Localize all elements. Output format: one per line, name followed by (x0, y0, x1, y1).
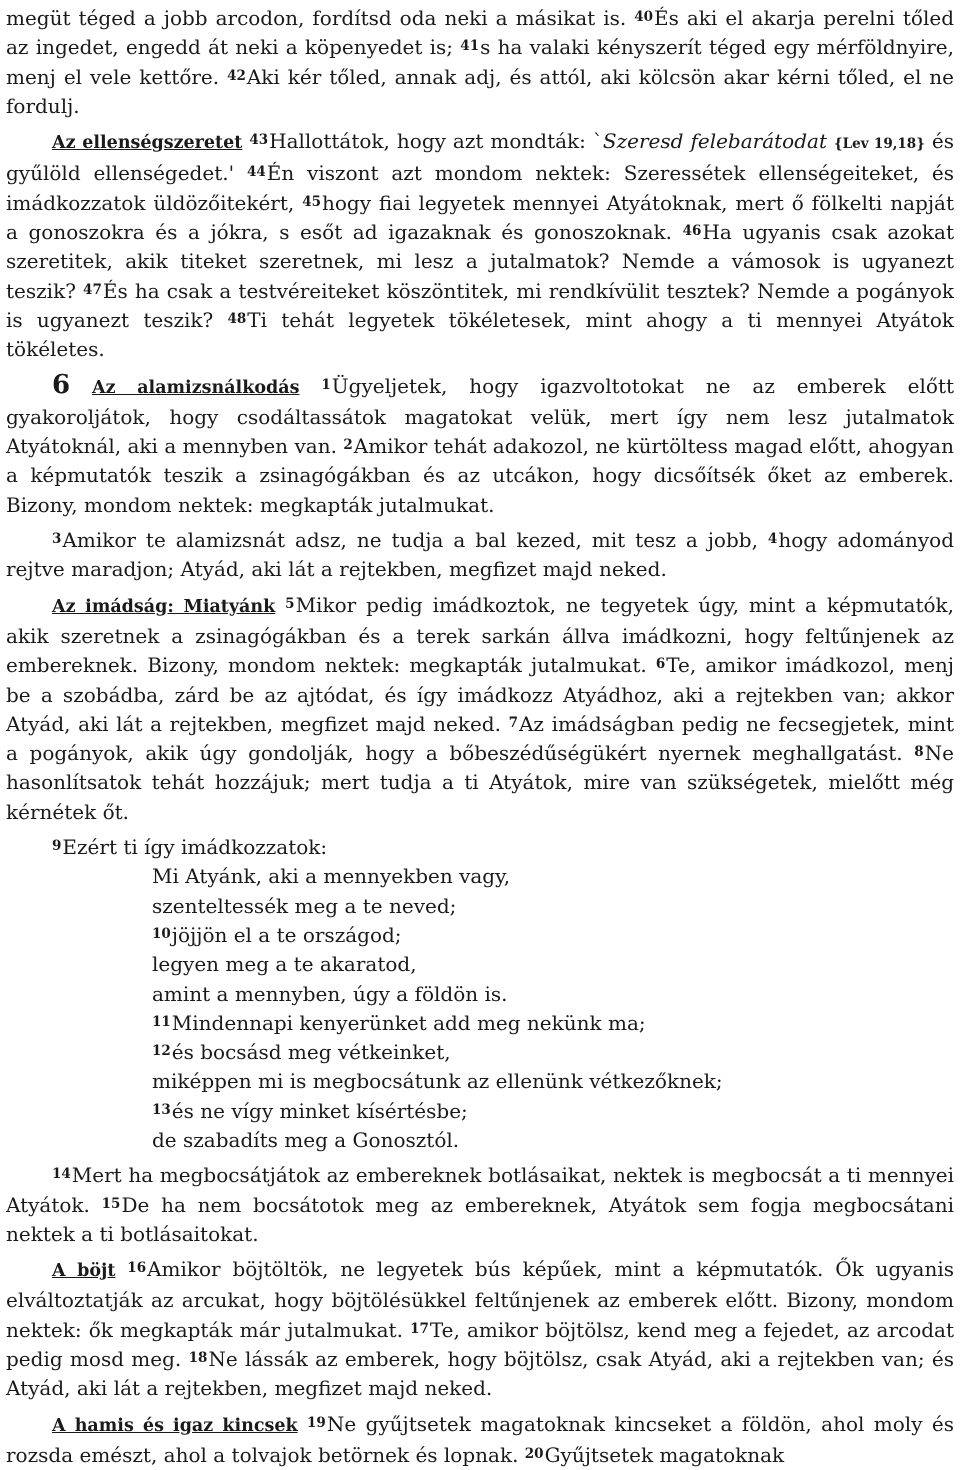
verse-number: 12 (152, 1043, 171, 1060)
verse-text: hogy adományod rejtve maradjon; Atyád, aki lát a rejtekben, megfizet majd neked. (6, 528, 955, 582)
verse-text: Ügyeljetek, hogy igazvoltotokat ne az emberek előtt gyakoroljátok, hogy csodáltassátok magatokat velük, mert így nem lesz jutalmatok Atyátoknál, aki a mennyben van. (6, 373, 955, 459)
prayer-text: jöjjön el a te országod; (171, 922, 402, 947)
prayer-line (152, 1067, 954, 1096)
section-heading: Az imádság: Miatyánk (52, 596, 276, 617)
prayer-line (152, 1126, 954, 1155)
verse-text: Ezért ti így imádkozzatok: (62, 835, 328, 860)
verse-number: 48 (227, 310, 247, 327)
prayer-text: szenteltessék meg a te neved; (152, 893, 457, 918)
verse-number: 15 (101, 1195, 121, 1212)
verse-number: 14 (52, 1166, 71, 1183)
verse-number: 1 (321, 376, 331, 393)
prayer-line (152, 921, 954, 950)
verse-text: és gyűlöld ellenségedet.' (6, 129, 954, 186)
prayer-text: Mindennapi kenyerünket add meg nekünk ma; (171, 1010, 646, 1035)
paragraph-verses-39-42 (6, 4, 954, 121)
paragraph-verse-9 (6, 833, 954, 862)
verse-text: Ne gyűjtsetek magatoknak kincseket a földön, ahol moly és rozsda emészt, ahol a tolvajok betörnek és lopnak. (6, 1411, 954, 1467)
prayer-line (152, 950, 954, 979)
verse-number: 10 (152, 925, 171, 942)
verse-text: Az imádságban pedig ne fecsegjetek, mint a pogányok, akik úgy gondolják, hogy a bőbeszédűségükért nyernek meghallgatást. (6, 711, 955, 766)
prayer-text: legyen meg a te akaratod, (152, 952, 417, 977)
verse-number: 45 (302, 193, 321, 210)
verse-text: Én viszont azt mondom nektek: Szeressétek ellenségeiteket, és imádkozzatok üldözőitekért, (6, 161, 955, 215)
verse-number: 11 (152, 1013, 171, 1030)
verse-number: 17 (410, 1320, 429, 1337)
prayer-line (152, 892, 954, 921)
verse-number: 3 (52, 531, 62, 548)
verse-number: 13 (152, 1101, 171, 1118)
verse-number: 41 (460, 38, 480, 55)
paragraph-fasting (6, 1255, 954, 1403)
scripture-quote: Szeresd felebarátodat (602, 129, 827, 154)
verse-number: 18 (188, 1350, 208, 1367)
paragraph-treasures (6, 1410, 954, 1470)
paragraph-verses-3-4 (6, 526, 954, 585)
verse-text: Amikor te alamizsnát adsz, ne tudja a bal kezed, mit tesz a jobb, (62, 528, 758, 553)
lords-prayer (6, 862, 954, 1155)
prayer-line (152, 1038, 954, 1067)
verse-number: 42 (227, 67, 246, 84)
verse-text: Amikor tehát adakozol, ne kürtöltess magad előtt, ahogyan a képmutatók teszik a zsinagógákban és az utcákon, hogy dicsőítsék őket az emberek. Bizony, mondom nektek: megkapták jutalmukat. (6, 434, 954, 517)
section-heading: A hamis és igaz kincsek (52, 1415, 298, 1436)
section-heading: A böjt (52, 1261, 116, 1282)
verse-text: Ne hasonlítsatok tehát hozzájuk; mert tudja a ti Atyátok, mire van szükségetek, mielőtt még kérnétek őt. (6, 741, 954, 824)
verse-number: 6 (655, 656, 666, 673)
verse-number: 47 (83, 281, 102, 298)
chapter-number: 6 (52, 369, 71, 400)
verse-text: Mert ha megbocsátjátok az embereknek botlásaikat, nektek is megbocsát a ti mennyei Atyátok. (6, 1163, 954, 1217)
verse-text: Ha ugyanis csak azokat szeretitek, akik titeket szeretnek, mi lesz a jutalmatok? Nemde a vámosok is ugyanezt teszik? (6, 220, 954, 303)
section-heading: Az alamizsnálkodás (92, 377, 300, 398)
verse-number: 44 (246, 164, 266, 181)
verse-text: Gyűjtsetek magatoknak (544, 1442, 785, 1467)
paragraph-love-enemies (6, 127, 954, 364)
verse-text: Ne lássák az emberek, hogy böjtölsz, csak Atyád, aki a rejtekben van; és Atyád, aki lát a rejtekben, megfizet majd neked. (6, 1347, 954, 1401)
prayer-text: miképpen mi is megbocsátunk az ellenünk vétkezőknek; (152, 1069, 723, 1094)
verse-text: megüt téged a jobb arcodon, fordítsd oda neki a másikat is. (6, 6, 627, 30)
prayer-line (152, 862, 954, 891)
paragraph-verses-14-15 (6, 1161, 954, 1249)
verse-text: És ha csak a testvéreiteket köszöntitek, mi rendkívülit tesztek? Nemde a pogányok is ugyanezt teszik? (6, 278, 955, 332)
verse-number: 7 (508, 714, 518, 731)
verse-number: 40 (634, 9, 654, 25)
prayer-line (152, 980, 954, 1009)
verse-number: 20 (524, 1445, 544, 1462)
verse-text: És aki el akarja perelni tőled az ingedet, engedd át neki a köpenyedet is; (6, 6, 955, 60)
verse-text: De ha nem bocsátotok meg az embereknek, Atyátok sem fogja megbocsátani nektek a ti botlásaitokat. (6, 1192, 954, 1246)
verse-text: s ha valaki kényszerít téged egy mérföldnyire, menj el vele kettőre. (6, 35, 955, 89)
verse-text: Hallottátok, hogy azt mondták: ` (269, 129, 603, 154)
verse-number: 16 (127, 1260, 147, 1277)
section-heading: Az ellenségszeretet (52, 133, 243, 154)
prayer-text: és bocsásd meg vétkeinket, (171, 1040, 451, 1065)
paragraph-prayer (6, 591, 954, 827)
verse-text: Ti tehát legyetek tökéletesek, mint ahogy a ti mennyei Atyátok tökéletes. (6, 307, 955, 362)
verse-text: Aki kér tőled, annak adj, és attól, aki kölcsön akar kérni tőled, el ne fordulj. (6, 64, 954, 118)
prayer-text: amint a mennyben, úgy a földön is. (152, 981, 508, 1006)
verse-number: 43 (249, 132, 269, 149)
verse-text: Te, amikor böjtölsz, kend meg a fejedet, az arcodat pedig mosd meg. (6, 1317, 955, 1372)
prayer-line (152, 1097, 954, 1126)
cross-reference: {Lev 19,18} (833, 136, 925, 153)
verse-number: 19 (307, 1414, 326, 1431)
verse-number: 2 (343, 437, 353, 454)
verse-number: 4 (767, 531, 778, 548)
paragraph-almsgiving (6, 371, 954, 520)
verse-number: 9 (52, 838, 62, 855)
verse-number: 46 (682, 223, 702, 240)
verse-text: hogy fiai legyetek mennyei Atyátoknak, mert ő fölkelti napját a gonoszokra és a jókra, s esőt ad igazaknak és gonoszoknak. (6, 190, 954, 245)
verse-text: Te, amikor imádkozol, menj be a szobádba, zárd be az ajtódat, és így imádkozz Atyádhoz, aki a rejtekben van; akkor Atyád, aki lát a rejtekben, megfizet majd neked. (6, 653, 954, 736)
prayer-text: és ne vígy minket kísértésbe; (171, 1098, 468, 1123)
verse-number: 8 (914, 744, 924, 761)
prayer-line (152, 1009, 954, 1038)
prayer-text: Mi Atyánk, aki a mennyekben vagy, (152, 864, 511, 889)
prayer-text: de szabadíts meg a Gonosztól. (152, 1127, 460, 1152)
verse-text: Mikor pedig imádkoztok, ne tegyetek úgy, mint a képmutatók, akik szeretnek a zsinagógákban és a terek sarkán állva imádkozni, hogy feltűnjenek az embereknek. Bizony, mondom nektek: megkapták jutalmukat. (6, 592, 954, 678)
verse-text: Amikor böjtöltök, ne legyetek bús képűek, mint a képmutatók. Ők ugyanis elváltoztatják az arcukat, hogy böjtölésükkel feltűnjenek az emberek előtt. Bizony, mondom nektek: ők megkapták már jutalmukat. (6, 1257, 954, 1342)
verse-number: 5 (285, 595, 295, 612)
